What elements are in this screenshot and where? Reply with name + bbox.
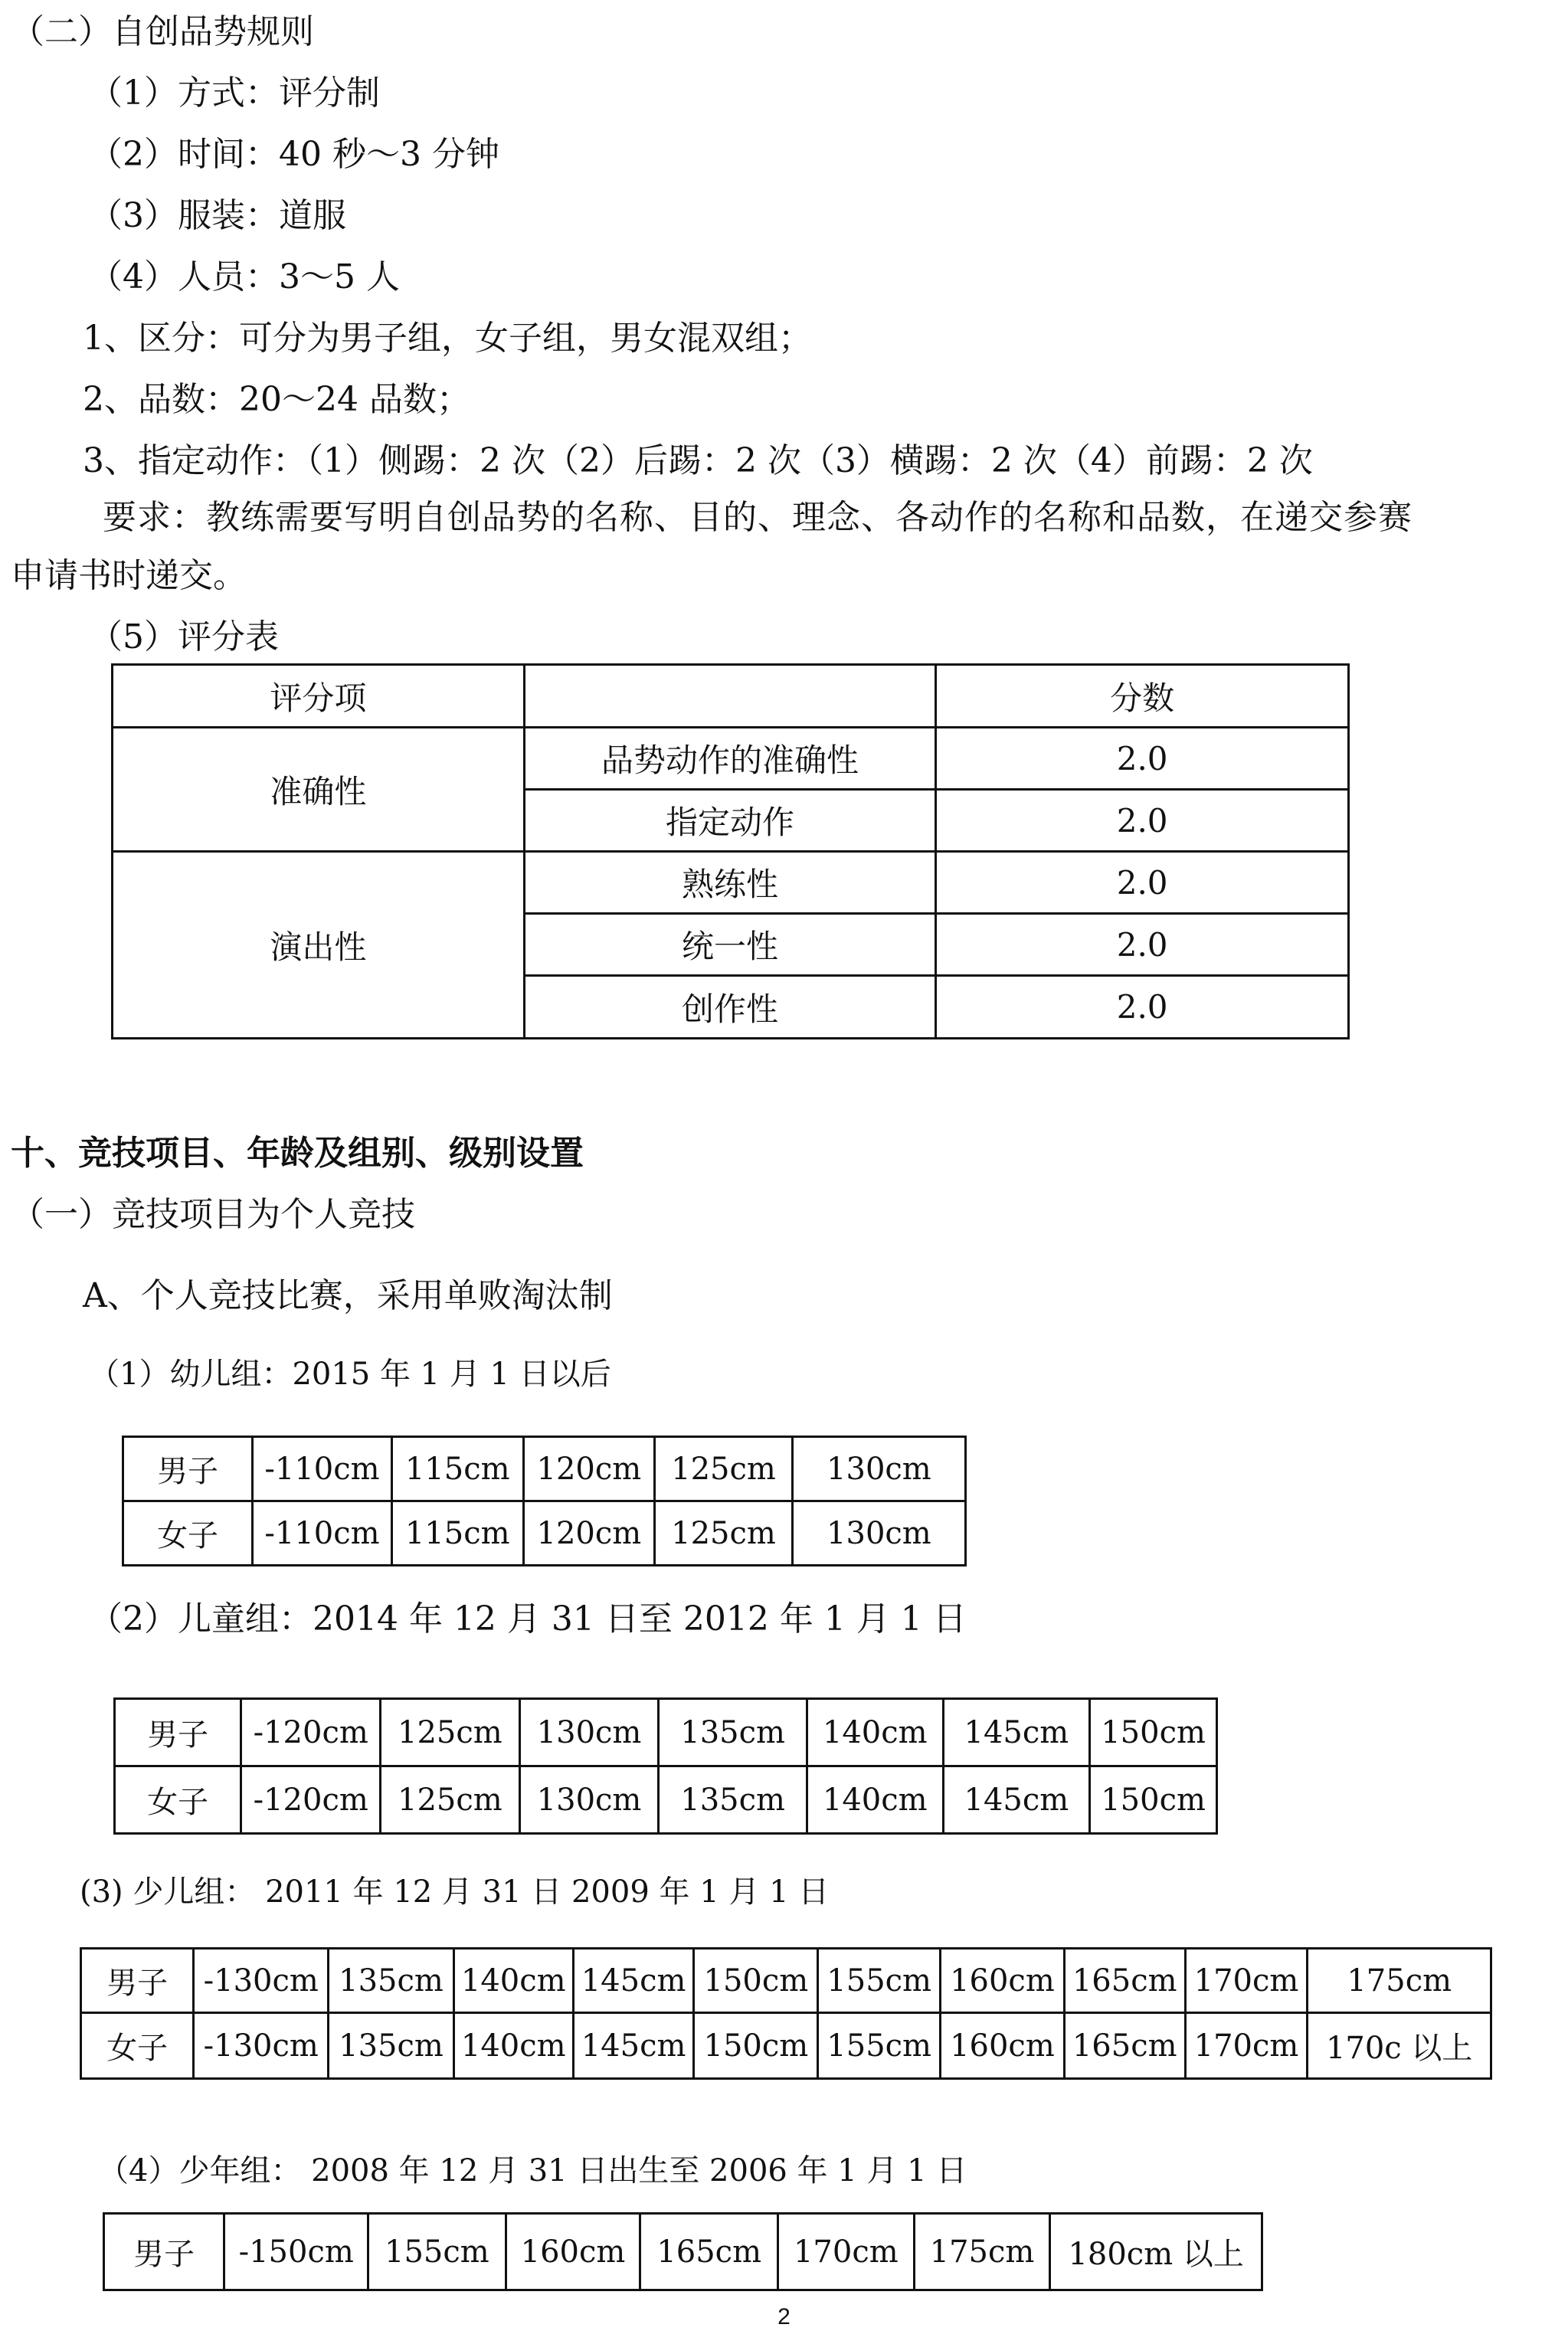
weight-class-cell: 155cm [368, 2214, 506, 2290]
weight-class-cell: 130cm [519, 1699, 659, 1766]
requirement-text-cont: 申请书时递交。 [11, 556, 247, 595]
weight-class-cell: -150cm [224, 2214, 368, 2290]
weight-class-cell: 135cm [329, 2013, 454, 2079]
section-ten-sub1: （一）竞技项目为个人竞技 [11, 1195, 415, 1234]
weight-table-juniors [80, 1947, 1492, 2080]
item-cell: 创作性 [524, 976, 935, 1039]
score-table-label: （5）评分表 [89, 617, 279, 656]
weight-class-cell: 170cm [1185, 1949, 1308, 2013]
score-cell: 2.0 [936, 728, 1349, 790]
group-label-juniors: (3) 少儿组： 2011 年 12 月 31 日 2009 年 1 月 1 日 [80, 1874, 830, 1910]
table-row [81, 2013, 1491, 2079]
table-row [123, 1437, 966, 1501]
weight-class-cell: 120cm [523, 1437, 655, 1501]
weight-class-cell: 135cm [659, 1699, 807, 1766]
weight-table-teens [103, 2212, 1263, 2291]
table-row [113, 728, 1349, 790]
weight-class-cell: 130cm [792, 1501, 965, 1566]
table-row [81, 1949, 1491, 2013]
table-row [115, 1699, 1217, 1766]
weight-class-cell: -120cm [241, 1699, 381, 1766]
weight-class-cell: 165cm [1064, 2013, 1185, 2079]
weight-class-cell: 145cm [573, 1949, 694, 2013]
weight-class-cell: 160cm [941, 1949, 1065, 2013]
score-cell: 2.0 [936, 914, 1349, 976]
gender-cell: 女子 [81, 2013, 194, 2079]
gender-cell: 女子 [115, 1766, 241, 1834]
item-cell: 熟练性 [524, 852, 935, 914]
weight-class-cell: 140cm [807, 1699, 943, 1766]
weight-class-cell: 150cm [1090, 1699, 1217, 1766]
rule-item: （2）时间：40 秒～3 分钟 [89, 135, 499, 174]
weight-class-cell: -130cm [194, 2013, 329, 2079]
weight-class-cell: 135cm [659, 1766, 807, 1834]
weight-class-cell: -110cm [253, 1437, 392, 1501]
category-cell: 准确性 [113, 728, 525, 852]
category-cell: 演出性 [113, 852, 525, 1039]
weight-class-cell: 150cm [694, 1949, 818, 2013]
weight-class-cell: 160cm [506, 2214, 640, 2290]
weight-class-cell: 170c 以上 [1308, 2013, 1491, 2079]
rule-item: （1）方式：评分制 [89, 74, 380, 113]
weight-class-cell: 170cm [1185, 2013, 1308, 2079]
weight-class-cell: 180cm 以上 [1050, 2214, 1262, 2290]
weight-class-cell: 140cm [453, 2013, 573, 2079]
group-label-children: （2）儿童组：2014 年 12 月 31 日至 2012 年 1 月 1 日 [89, 1599, 967, 1639]
weight-class-cell: 115cm [391, 1501, 523, 1566]
table-row [104, 2214, 1262, 2290]
item-cell: 品势动作的准确性 [524, 728, 935, 790]
weight-class-cell: 155cm [818, 1949, 941, 2013]
weight-class-cell: 115cm [391, 1437, 523, 1501]
section-ten-title: 十、竞技项目、年龄及组别、级别设置 [11, 1134, 584, 1173]
weight-class-cell: -120cm [241, 1766, 381, 1834]
section-ten-sub2: A、个人竞技比赛，采用单败淘汰制 [83, 1276, 613, 1315]
table-row [113, 852, 1349, 914]
group-label-kindergarten: （1）幼儿组：2015 年 1 月 1 日以后 [89, 1357, 611, 1392]
weight-class-cell: 175cm [914, 2214, 1050, 2290]
weight-class-cell: 165cm [640, 2214, 778, 2290]
score-cell: 2.0 [936, 852, 1349, 914]
header-cell: 评分项 [113, 665, 525, 728]
weight-table-kindergarten [122, 1436, 967, 1566]
gender-cell: 男子 [123, 1437, 253, 1501]
weight-class-cell: 145cm [943, 1766, 1090, 1834]
rule-item: （4）人员：3～5 人 [89, 257, 400, 296]
rule-item: （3）服装：道服 [89, 196, 346, 235]
header-cell [524, 665, 935, 728]
page-number: 2 [777, 2304, 791, 2329]
weight-class-cell: 150cm [1090, 1766, 1217, 1834]
gender-cell: 男子 [81, 1949, 194, 2013]
weight-class-cell: 130cm [519, 1766, 659, 1834]
weight-class-cell: 130cm [792, 1437, 965, 1501]
group-label-teens: （4）少年组： 2008 年 12 月 31 日出生至 2006 年 1 月 1 日 [98, 2153, 967, 2188]
weight-class-cell: 125cm [655, 1501, 793, 1566]
weight-class-cell: 125cm [381, 1699, 520, 1766]
section-two-title: （二）自创品势规则 [11, 12, 314, 51]
weight-class-cell: -130cm [194, 1949, 329, 2013]
score-table [111, 663, 1350, 1039]
weight-class-cell: -110cm [253, 1501, 392, 1566]
table-row [123, 1501, 966, 1566]
weight-class-cell: 135cm [329, 1949, 454, 2013]
weight-class-cell: 165cm [1064, 1949, 1185, 2013]
weight-class-cell: 125cm [381, 1766, 520, 1834]
rule-item: 1、区分：可分为男子组，女子组，男女混双组； [83, 319, 812, 358]
requirement-text: 要求：教练需要写明自创品势的名称、目的、理念、各动作的名称和品数，在递交参赛 [103, 498, 1413, 537]
weight-class-cell: 160cm [941, 2013, 1065, 2079]
weight-class-cell: 140cm [453, 1949, 573, 2013]
weight-class-cell: 145cm [943, 1699, 1090, 1766]
weight-class-cell: 140cm [807, 1766, 943, 1834]
gender-cell: 男子 [104, 2214, 224, 2290]
weight-class-cell: 125cm [655, 1437, 793, 1501]
weight-table-children [113, 1697, 1218, 1835]
header-cell: 分数 [936, 665, 1349, 728]
table-row [113, 665, 1349, 728]
score-cell: 2.0 [936, 790, 1349, 852]
rule-item: 2、品数：20～24 品数； [83, 380, 470, 419]
weight-class-cell: 170cm [777, 2214, 914, 2290]
gender-cell: 女子 [123, 1501, 253, 1566]
weight-class-cell: 155cm [818, 2013, 941, 2079]
gender-cell: 男子 [115, 1699, 241, 1766]
table-row [115, 1766, 1217, 1834]
weight-class-cell: 175cm [1308, 1949, 1491, 2013]
rule-item: 3、指定动作：（1）侧踢：2 次（2）后踢：2 次（3）横踢：2 次（4）前踢：2 次 [83, 441, 1313, 480]
item-cell: 统一性 [524, 914, 935, 976]
item-cell: 指定动作 [524, 790, 935, 852]
weight-class-cell: 120cm [523, 1501, 655, 1566]
score-cell: 2.0 [936, 976, 1349, 1039]
weight-class-cell: 145cm [573, 2013, 694, 2079]
weight-class-cell: 150cm [694, 2013, 818, 2079]
